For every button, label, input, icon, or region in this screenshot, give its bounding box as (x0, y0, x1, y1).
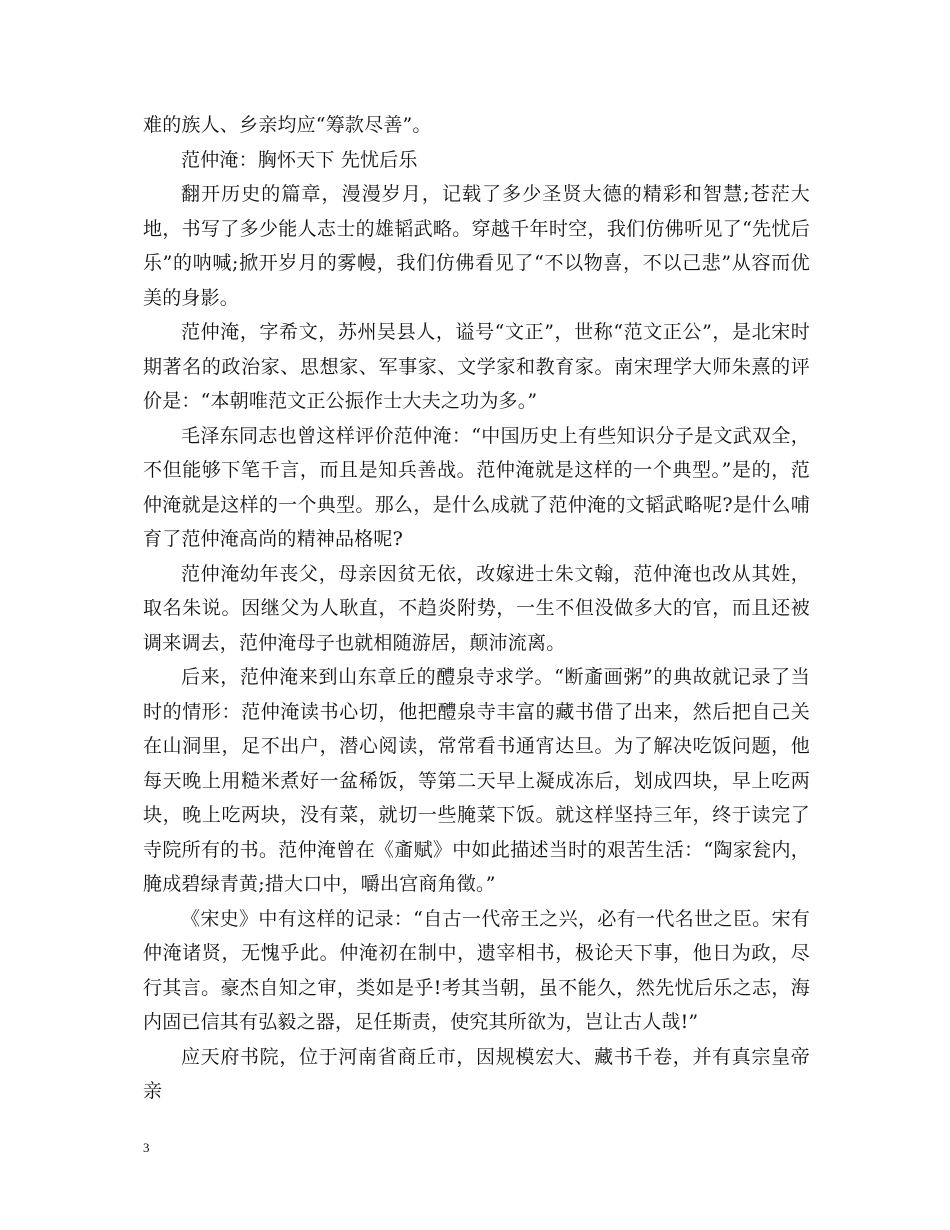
document-body (143, 108, 810, 1109)
paragraph-5: 范仲淹幼年丧父，母亲因贫无依，改嫁进士朱文翰，范仲淹也改从其姓，取名朱说。因继父为人耿直，不趋炎附势，一生不但没做多大的官，而且还被调来调去，范仲淹母子也就相随游居，颠沛流离。 (143, 562, 810, 654)
paragraph-7: 《宋史》中有这样的记录：“自古一代帝王之兴，必有一代名世之臣。宋有仲淹诸贤，无愧乎此。仲淹初在制中，遗宰相书，极论天下事，他日为政，尽行其言。豪杰自知之审，类如是乎!考其当朝，虽不能久，然先忧后乐之志，海内固已信其有弘毅之器，足任斯责，使究其所欲为，岂让古人哉!” (143, 907, 810, 1033)
paragraph-4: 毛泽东同志也曾这样评价范仲淹：“中国历史上有些知识分子是文武双全，不但能够下笔千言，而且是知兵善战。范仲淹就是这样的一个典型。”是的，范仲淹就是这样的一个典型。那么，是什么成就了范仲淹的文韬武略呢?是什么哺育了范仲淹高尚的精神品格呢? (143, 424, 810, 550)
paragraph-1: 难的族人、乡亲均应“筹款尽善”。 (143, 114, 432, 136)
paragraph-2: 翻开历史的篇章，漫漫岁月，记载了多少圣贤大德的精彩和智慧;苍茫大地，书写了多少能人志士的雄韬武略。穿越千年时空，我们仿佛听见了“先忧后乐”的呐喊;掀开岁月的雾幔，我们仿佛看见了“不以物喜，不以己悲”从容而优美的身影。 (143, 183, 810, 309)
page-number: 3 (143, 1140, 150, 1155)
paragraph-6: 后来，范仲淹来到山东章丘的醴泉寺求学。“断齑画粥”的典故就记录了当时的情形：范仲淹读书心切，他把醴泉寺丰富的藏书借了出来，然后把自己关在山洞里，足不出户，潜心阅读，常常看书通宵达旦。为了解决吃饭问题，他每天晚上用糙米煮好一盆稀饭，等第二天早上凝成冻后，划成四块，早上吃两块，晚上吃两块，没有菜，就切一些腌菜下饭。就这样坚持三年，终于读完了寺院所有的书。范仲淹曾在《齑赋》中如此描述当时的艰苦生活：“陶家瓮内，腌成碧绿青黄;措大口中，嚼出宫商角徵。” (143, 666, 810, 895)
paragraph-3: 范仲淹，字希文，苏州吴县人，谥号“文正”，世称“范文正公”，是北宋时期著名的政治家、思想家、军事家、文学家和教育家。南宋理学大师朱熹的评价是：“本朝唯范文正公振作士大夫之功为多。” (143, 321, 810, 412)
paragraph-8: 应天府书院，位于河南省商丘市，因规模宏大、藏书千卷，并有真宗皇帝亲 (143, 1045, 810, 1102)
section-heading: 范仲淹：胸怀天下 先忧后乐 (181, 148, 418, 171)
